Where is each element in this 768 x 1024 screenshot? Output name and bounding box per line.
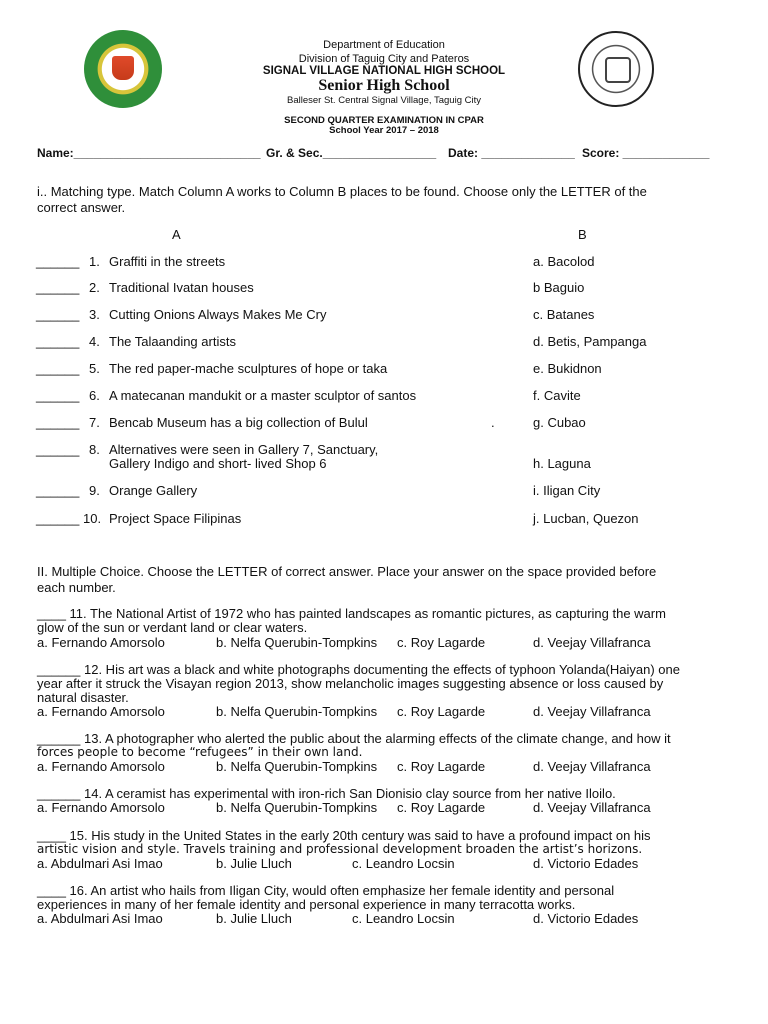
answer-blank[interactable]: ______ bbox=[36, 307, 80, 322]
option-d: d. Veejay Villafranca bbox=[533, 704, 651, 719]
option-c: c. Leandro Locsin bbox=[352, 911, 455, 926]
school-name: SIGNAL VILLAGE NATIONAL HIGH SCHOOL bbox=[262, 65, 506, 77]
item-text: The red paper-mache sculptures of hope or taka bbox=[109, 361, 388, 376]
part2-instruction-cont: each number. bbox=[37, 580, 116, 595]
answer-blank[interactable]: ______ bbox=[36, 483, 80, 498]
answer-blank[interactable]: ______ bbox=[36, 254, 80, 269]
item-number: 10. bbox=[83, 511, 102, 526]
choice-text: j. Lucban, Quezon bbox=[533, 511, 639, 526]
question-text-cont: year after it struck the Visayan region 2013, show melancholic images suggesting absence or loss caused by bbox=[37, 676, 664, 691]
question-text: ____ 16. An artist who hails from Iligan City, would often emphasize her female identity and personal bbox=[37, 883, 615, 898]
option-a: a. Abdulmari Asi Imao bbox=[37, 856, 163, 871]
option-c: c. Roy Lagarde bbox=[397, 635, 486, 650]
item-text-cont: Gallery Indigo and short- lived Shop 6 bbox=[109, 456, 327, 471]
choice-text: b Baguio bbox=[533, 280, 585, 295]
item-text: Project Space Filipinas bbox=[109, 511, 242, 526]
item-number: 2. bbox=[89, 280, 100, 295]
item-number: 5. bbox=[89, 361, 100, 376]
choice-text: f. Cavite bbox=[533, 388, 581, 403]
answer-blank[interactable]: ______ bbox=[36, 388, 80, 403]
question-text-cont: artistic vision and style. Travels training and professional development broaden the artist’s horizons. bbox=[37, 842, 643, 856]
item-text: Alternatives were seen in Gallery 7, Sanctuary, bbox=[109, 442, 379, 457]
option-b: b. Julie Lluch bbox=[216, 911, 292, 926]
choice-text: d. Betis, Pampanga bbox=[533, 334, 647, 349]
school-year: School Year 2017 – 2018 bbox=[329, 125, 439, 136]
option-b: b. Nelfa Querubin-Tompkins bbox=[216, 704, 378, 719]
answer-blank[interactable]: ______ bbox=[36, 415, 80, 430]
item-text: Cutting Onions Always Makes Me Cry bbox=[109, 307, 327, 322]
option-a: a. Fernando Amorsolo bbox=[37, 800, 165, 815]
item-number: 1. bbox=[89, 254, 100, 269]
option-d: d. Veejay Villafranca bbox=[533, 800, 651, 815]
question-text: ______ 14. A ceramist has experimental with iron-rich San Dionisio clay source from her native Iloilo. bbox=[37, 786, 616, 801]
item-number: 9. bbox=[89, 483, 100, 498]
division-name: Division of Taguig City and Pateros bbox=[298, 53, 470, 65]
name-field[interactable]: Name:____________________________ bbox=[37, 146, 261, 160]
answer-blank[interactable]: ______ bbox=[36, 334, 80, 349]
question-text-cont: natural disaster. bbox=[37, 690, 129, 705]
item-text: Traditional Ivatan houses bbox=[109, 280, 254, 295]
option-b: b. Julie Lluch bbox=[216, 856, 292, 871]
item-text: The Talaanding artists bbox=[109, 334, 236, 349]
date-field[interactable]: Date: ______________ bbox=[448, 146, 575, 160]
column-a-header: A bbox=[172, 227, 181, 242]
department-name: Department of Education bbox=[323, 39, 445, 51]
part1-instruction-cont: correct answer. bbox=[37, 200, 126, 215]
answer-blank[interactable]: ______ bbox=[36, 511, 80, 526]
answer-blank[interactable]: ______ bbox=[36, 442, 80, 457]
item-number: 7. bbox=[89, 415, 100, 430]
question-text: ____ 15. His study in the United States in the early 20th century was said to have a profound impact on his bbox=[37, 828, 651, 843]
option-c: c. Roy Lagarde bbox=[397, 704, 486, 719]
option-d: d. Victorio Edades bbox=[533, 856, 639, 871]
question-text: ____ 11. The National Artist of 1972 who has painted landscapes as romantic pictures, as capturing the warm bbox=[37, 606, 666, 621]
option-d: d. Veejay Villafranca bbox=[533, 759, 651, 774]
option-a: a. Fernando Amorsolo bbox=[37, 635, 165, 650]
option-c: c. Roy Lagarde bbox=[397, 800, 486, 815]
question-text: ______ 12. His art was a black and white photographs documenting the effects of typhoon Yolanda(Haiyan) one bbox=[37, 662, 680, 677]
part2-instruction: II. Multiple Choice. Choose the LETTER of correct answer. Place your answer on the space provided before bbox=[37, 564, 657, 579]
part1-instruction: i.. Matching type. Match Column A works to Column B places to be found. Choose only the LETTER of the bbox=[37, 184, 647, 199]
stray-dot: . bbox=[491, 415, 495, 430]
answer-blank[interactable]: ______ bbox=[36, 280, 80, 295]
score-field[interactable]: Score: _____________ bbox=[582, 146, 710, 160]
exam-title: SECOND QUARTER EXAMINATION IN CPAR bbox=[284, 115, 484, 126]
option-b: b. Nelfa Querubin-Tompkins bbox=[216, 635, 378, 650]
option-a: a. Fernando Amorsolo bbox=[37, 704, 165, 719]
item-text: Bencab Museum has a big collection of Bulul bbox=[109, 415, 368, 430]
choice-text: a. Bacolod bbox=[533, 254, 595, 269]
choice-text: h. Laguna bbox=[533, 456, 591, 471]
option-d: d. Veejay Villafranca bbox=[533, 635, 651, 650]
question-text-cont: experiences in many of her female identity and personal experience in many terracotta works. bbox=[37, 897, 576, 912]
option-d: d. Victorio Edades bbox=[533, 911, 639, 926]
item-text: Orange Gallery bbox=[109, 483, 198, 498]
option-a: a. Abdulmari Asi Imao bbox=[37, 911, 163, 926]
answer-blank[interactable]: ______ bbox=[36, 361, 80, 376]
program-title: Senior High School bbox=[318, 77, 450, 94]
option-c: c. Roy Lagarde bbox=[397, 759, 486, 774]
item-text: A matecanan mandukit or a master sculptor of santos bbox=[109, 388, 417, 403]
choice-text: i. Iligan City bbox=[533, 483, 601, 498]
column-b-header: B bbox=[578, 227, 587, 242]
option-b: b. Nelfa Querubin-Tompkins bbox=[216, 800, 378, 815]
choice-text: c. Batanes bbox=[533, 307, 595, 322]
choice-text: g. Cubao bbox=[533, 415, 586, 430]
choice-text: e. Bukidnon bbox=[533, 361, 602, 376]
item-number: 8. bbox=[89, 442, 100, 457]
question-text-cont: glow of the sun or verdant land or clear waters. bbox=[37, 620, 308, 635]
item-number: 4. bbox=[89, 334, 100, 349]
question-text-cont: forces people to become “refugees” in their own land. bbox=[37, 745, 363, 759]
question-text: ______ 13. A photographer who alerted the public about the alarming effects of the climate change, and how it bbox=[37, 731, 671, 746]
option-a: a. Fernando Amorsolo bbox=[37, 759, 165, 774]
school-address: Balleser St. Central Signal Village, Taguig City bbox=[287, 95, 481, 106]
item-number: 3. bbox=[89, 307, 100, 322]
option-b: b. Nelfa Querubin-Tompkins bbox=[216, 759, 378, 774]
item-text: Graffiti in the streets bbox=[109, 254, 226, 269]
grade-section-field[interactable]: Gr. & Sec._________________ bbox=[266, 146, 437, 160]
option-c: c. Leandro Locsin bbox=[352, 856, 455, 871]
item-number: 6. bbox=[89, 388, 100, 403]
